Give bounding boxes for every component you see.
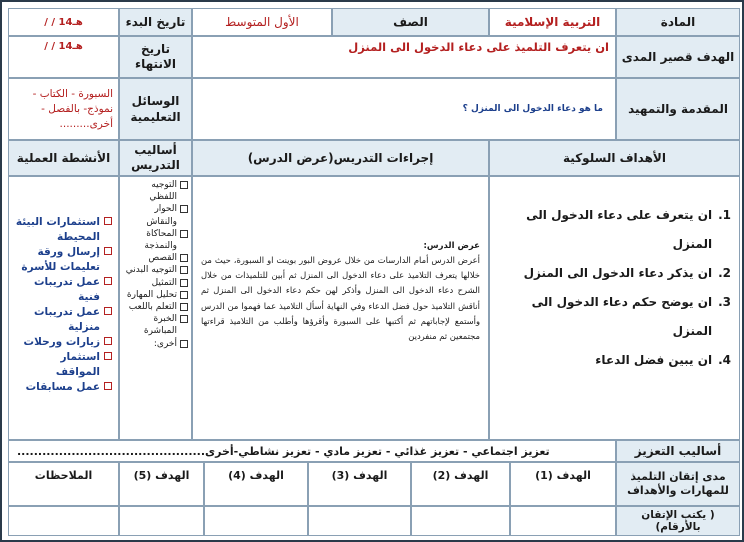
goal-item [498, 201, 731, 259]
goal-number: 2. [718, 266, 731, 280]
mastery-input-4[interactable] [204, 506, 308, 536]
reinforcement-label: أساليب التعزيز [616, 440, 740, 462]
goal-text: ان يوضح حكم دعاء الدخول الى المنزل [531, 295, 713, 338]
subject-value: التربية الإسلامية [489, 8, 616, 36]
method-checkbox[interactable] [180, 291, 188, 299]
method-checkbox[interactable] [180, 181, 188, 189]
activity-checkbox[interactable] [104, 337, 112, 345]
behavioral-goals-cell [489, 176, 740, 440]
method-item [123, 203, 188, 227]
method-checkbox[interactable] [180, 254, 188, 262]
activity-item [15, 350, 112, 380]
activity-label: استثمارات البيئة المحيطة [15, 216, 100, 243]
reinforcement-value: تعزيز اجتماعي - تعزيز غذائي - تعزيز مادي - تعزيز نشاطي-أخرى............................................. [8, 440, 616, 462]
start-date-value: / / 14هـ [8, 8, 119, 36]
goal-item [498, 288, 731, 346]
mastery-input-3[interactable] [308, 506, 411, 536]
subject-label: المادة [616, 8, 740, 36]
activity-checkbox[interactable] [104, 382, 112, 390]
mastery-label: مدى إتقان التلميذ للمهارات والأهداف [616, 462, 740, 506]
start-date-label: تاريخ البدء [119, 8, 192, 36]
goal-number: 1. [718, 208, 731, 222]
activity-item [15, 275, 112, 305]
activity-checkbox[interactable] [104, 277, 112, 285]
method-item [123, 228, 188, 252]
procedures-cell [192, 176, 489, 440]
method-checkbox[interactable] [180, 266, 188, 274]
activities-cell [8, 176, 119, 440]
intro-label: المقدمة والتمهيد [616, 78, 740, 140]
activity-checkbox[interactable] [104, 247, 112, 255]
methods-header: أساليب التدريس [119, 140, 192, 176]
lesson-text: أعرض الدرس أمام الدارسات من خلال عروض البور بوينت او السبورة، حيث من خلالها يتعرف التلاميذ على دعاء الدخول الى المنزل ثم أبين للتلميذات من خلال الشرح دعاء الدخول الى المنزل وأذكر لهن حكم دعاء الدخول الى المنزل ثم أناقش التلاميذ حول فضل الدعاء وفي النهاية أسأل التلاميذ عما فهموا من الدرس وأستمع لإجاباتهم ثم أكتبها على السبورة وأقرؤها وأطلب من التلاميذ قراءتها مجتمعين ثم منفردين [201, 255, 480, 342]
method-checkbox[interactable] [180, 279, 188, 287]
procedures-header: إجراءات التدريس(عرض الدرس) [192, 140, 489, 176]
goal-number: 4. [718, 353, 731, 367]
end-date-label: تاريخ الانتهاء [119, 36, 192, 78]
method-item [123, 313, 188, 337]
mastery-input-2[interactable] [411, 506, 510, 536]
methods-cell [119, 176, 192, 440]
mastery-goal-4: الهدف (4) [204, 462, 308, 506]
activity-checkbox[interactable] [104, 307, 112, 315]
method-label: أخرى: [153, 338, 177, 349]
goal-text: ان يتعرف على دعاء الدخول الى المنزل [526, 208, 713, 251]
activity-item [15, 380, 112, 395]
lesson-heading: عرض الدرس: [423, 241, 480, 251]
end-date-value: / / 14هـ [8, 36, 119, 78]
goal-number: 3. [718, 295, 731, 309]
method-item [123, 179, 188, 203]
notes-label: الملاحظات [8, 462, 119, 506]
method-item [123, 289, 188, 301]
mastery-goal-1: الهدف (1) [510, 462, 616, 506]
method-label: القصص [148, 253, 177, 264]
activity-item [15, 305, 112, 335]
grade-label: الصف [332, 8, 489, 36]
mastery-goal-5: الهدف (5) [119, 462, 204, 506]
method-label: الخبرة المباشرة [143, 314, 177, 337]
mastery-goal-2: الهدف (2) [411, 462, 510, 506]
means-value: السبورة - الكتاب - نموذج- بالفصل - أخرى......... [8, 78, 119, 140]
method-item [123, 264, 188, 276]
mastery-input-1[interactable] [510, 506, 616, 536]
method-item [123, 338, 188, 350]
activity-item [15, 215, 112, 245]
short-goal-label: الهدف قصير المدى [616, 36, 740, 78]
method-checkbox[interactable] [180, 303, 188, 311]
goal-text: ان يبين فضل الدعاء [595, 353, 713, 367]
mastery-input-5[interactable] [119, 506, 204, 536]
method-item [123, 277, 188, 289]
mastery-goal-3: الهدف (3) [308, 462, 411, 506]
method-checkbox[interactable] [180, 230, 188, 238]
method-label: التوجيه اللفظي [149, 180, 177, 203]
method-label: التمثيل [151, 277, 177, 288]
method-checkbox[interactable] [180, 205, 188, 213]
method-item [123, 252, 188, 264]
activity-checkbox[interactable] [104, 217, 112, 225]
activity-label: عمل مسابقات [25, 381, 100, 393]
mastery-note: ( يكتب الإتقان بالأرقام) [616, 506, 740, 536]
behavioral-goals-header: الأهداف السلوكية [489, 140, 740, 176]
method-item [123, 301, 188, 313]
goal-item [498, 259, 731, 288]
activity-item [15, 335, 112, 350]
activity-label: إرسال ورقة تعليمات للأسرة [21, 246, 100, 273]
goal-item [498, 346, 731, 375]
method-label: الحوار والنقاش [146, 204, 177, 227]
activity-label: عمل تدريبات منزلية [33, 306, 100, 333]
method-label: التوجيه البدني [125, 265, 177, 276]
activity-label: استثمار المواقف [55, 351, 100, 378]
activity-checkbox[interactable] [104, 352, 112, 360]
method-label: تحليل المهارة [126, 289, 177, 300]
method-checkbox[interactable] [180, 340, 188, 348]
activities-header: الأنشطة العملية [8, 140, 119, 176]
goal-text: ان يذكر دعاء الدخول الى المنزل [523, 266, 713, 280]
method-label: المحاكاة والنمذجة [144, 228, 177, 252]
grade-value: الأول المتوسط [192, 8, 332, 36]
method-label: التعلم باللعب [128, 302, 177, 313]
activity-item [15, 245, 112, 275]
means-label: الوسائل التعليمية [119, 78, 192, 140]
short-goal-value: ان يتعرف التلميذ على دعاء الدخول الى المنزل [192, 36, 616, 78]
method-checkbox[interactable] [180, 315, 188, 323]
activity-label: زيارات ورحلات [23, 336, 100, 348]
notes-input[interactable] [8, 506, 119, 536]
activity-label: عمل تدريبات فنية [33, 276, 100, 303]
intro-question: ما هو دعاء الدخول الى المنزل ؟ [192, 78, 616, 140]
